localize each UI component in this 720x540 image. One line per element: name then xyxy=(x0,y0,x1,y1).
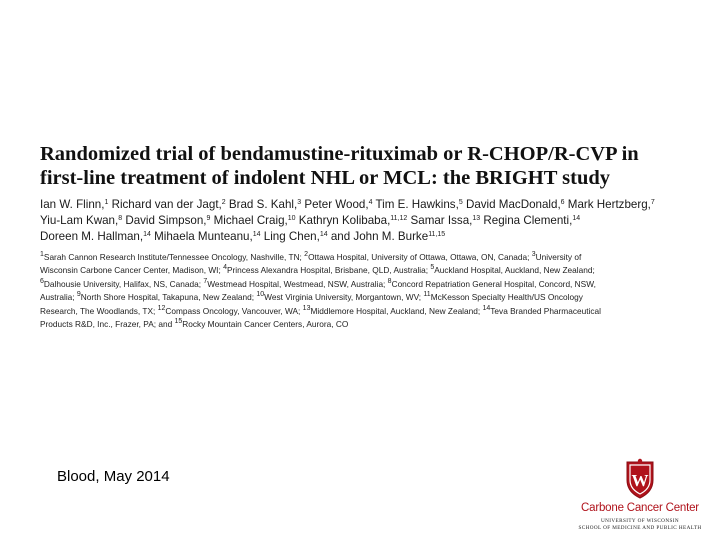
superscript-marker: 5 xyxy=(458,199,463,206)
text-segment: Kathryn Kolibaba, xyxy=(295,214,391,227)
text-segment: Research, The Woodlands, TX; xyxy=(40,305,158,316)
superscript-marker: 2 xyxy=(304,251,309,258)
paper-header xyxy=(40,142,690,331)
crest-letter: W xyxy=(631,471,649,490)
superscript-marker: 3 xyxy=(297,199,302,206)
superscript-marker: 14 xyxy=(572,215,581,222)
superscript-marker: 6 xyxy=(560,199,565,206)
text-segment: Ian W. Flinn, xyxy=(40,198,105,211)
superscript-marker: 8 xyxy=(118,215,123,222)
text-segment: Auckland Hospital, Auckland, New Zealand; xyxy=(434,265,595,276)
paper-title xyxy=(40,142,690,190)
superscript-marker: 10 xyxy=(287,215,296,222)
text-segment: Ottawa Hospital, University of Ottawa, Ottawa, ON, Canada; xyxy=(308,252,532,262)
superscript-marker: 1 xyxy=(40,251,44,258)
text-segment: Mihaela Munteanu, xyxy=(150,230,253,243)
text-segment: David Simpson, xyxy=(122,214,207,227)
text-segment: and John M. Burke xyxy=(327,230,429,243)
superscript-marker: 14 xyxy=(319,231,328,238)
text-segment: Dalhousie University, Halifax, NS, Canada; xyxy=(43,278,204,289)
text-segment: Princess Alexandra Hospital, Brisbane, QLD, Australia; xyxy=(226,265,431,276)
author-list xyxy=(40,197,690,245)
institution-line-1: UNIVERSITY OF WISCONSIN xyxy=(600,518,680,524)
text-segment: Brad S. Kahl, xyxy=(225,198,298,211)
affiliation-list xyxy=(40,251,690,331)
superscript-marker: 12 xyxy=(157,304,166,312)
superscript-marker: 7 xyxy=(203,277,208,285)
superscript-marker: 2 xyxy=(221,199,226,206)
affiliation-line xyxy=(40,251,690,264)
superscript-marker: 14 xyxy=(482,304,491,312)
superscript-marker: 7 xyxy=(650,199,655,206)
text-segment: Peter Wood, xyxy=(301,198,369,211)
author-line xyxy=(40,229,690,245)
superscript-marker: 9 xyxy=(76,291,81,299)
paper-title-line-2: first-line treatment of indolent NHL or MCL: the BRIGHT study xyxy=(40,167,611,189)
uw-crest-icon xyxy=(623,458,657,500)
superscript-marker: 3 xyxy=(531,251,536,258)
superscript-marker: 11,15 xyxy=(428,231,446,238)
text-segment: North Shore Hospital, Takapuna, New Zealand; xyxy=(80,292,257,303)
text-segment: Michael Craig, xyxy=(210,214,288,227)
superscript-marker: 8 xyxy=(387,277,392,285)
institution-line-2: SCHOOL OF MEDICINE AND PUBLIC HEALTH xyxy=(578,525,702,531)
superscript-marker: 13 xyxy=(472,215,481,222)
affiliation-line xyxy=(40,291,690,304)
center-name: Carbone Cancer Center xyxy=(581,502,699,514)
text-segment: Mark Hertzberg, xyxy=(564,198,651,211)
text-segment: University of xyxy=(535,252,582,262)
affiliation-line xyxy=(40,318,690,331)
text-segment: Regina Clementi, xyxy=(480,214,573,227)
text-segment: Doreen M. Hallman, xyxy=(40,230,144,243)
carbone-cancer-center-logo xyxy=(570,458,710,534)
paper-title-line-1: Randomized trial of bendamustine-rituximab or R-CHOP/R-CVP in xyxy=(40,143,639,165)
superscript-marker: 1 xyxy=(104,199,109,206)
superscript-marker: 15 xyxy=(174,318,183,326)
text-segment: Tim E. Hawkins, xyxy=(372,198,459,211)
crest-top-ornament xyxy=(638,459,642,463)
superscript-marker: 11,12 xyxy=(390,215,408,222)
text-segment: Products R&D, Inc., Frazer, PA; and xyxy=(40,319,175,330)
superscript-marker: 13 xyxy=(302,304,311,312)
text-segment: Wisconsin Carbone Cancer Center, Madison, WI; xyxy=(40,265,224,276)
author-line xyxy=(40,197,690,213)
text-segment: Samar Issa, xyxy=(407,214,473,227)
text-segment: Yiu-Lam Kwan, xyxy=(40,214,119,227)
superscript-marker: 4 xyxy=(223,264,227,272)
text-segment: Compass Oncology, Vancouver, WA; xyxy=(165,305,303,316)
affiliation-line xyxy=(40,264,690,277)
superscript-marker: 9 xyxy=(206,215,211,222)
superscript-marker: 11 xyxy=(423,291,431,299)
text-segment: Australia; xyxy=(40,292,77,303)
author-line xyxy=(40,213,690,229)
superscript-marker: 4 xyxy=(368,199,373,206)
superscript-marker: 10 xyxy=(256,291,265,299)
text-segment: Teva Branded Pharmaceutical xyxy=(490,305,601,316)
text-segment: Richard van der Jagt, xyxy=(108,198,222,211)
text-segment: Ling Chen, xyxy=(260,230,320,243)
superscript-marker: 5 xyxy=(430,264,435,272)
affiliation-line xyxy=(40,278,690,291)
superscript-marker: 14 xyxy=(252,231,261,238)
affiliation-line xyxy=(40,305,690,318)
text-segment: Westmead Hospital, Westmead, NSW, Australia; xyxy=(207,278,388,289)
text-segment: Middlemore Hospital, Auckland, New Zealand; xyxy=(310,305,483,316)
text-segment: McKesson Specialty Health/US Oncology xyxy=(430,292,583,303)
superscript-marker: 6 xyxy=(40,277,44,285)
text-segment: David MacDonald, xyxy=(462,198,561,211)
text-segment: Concord Repatriation General Hospital, Concord, NSW, xyxy=(391,278,596,289)
text-segment: Sarah Cannon Research Institute/Tennessee Oncology, Nashville, TN; xyxy=(43,252,305,262)
text-segment: West Virginia University, Morgantown, WV; xyxy=(264,292,424,303)
journal-citation: Blood, May 2014 xyxy=(57,468,170,485)
superscript-marker: 14 xyxy=(143,231,151,238)
text-segment: Rocky Mountain Cancer Centers, Aurora, CO xyxy=(182,319,349,330)
